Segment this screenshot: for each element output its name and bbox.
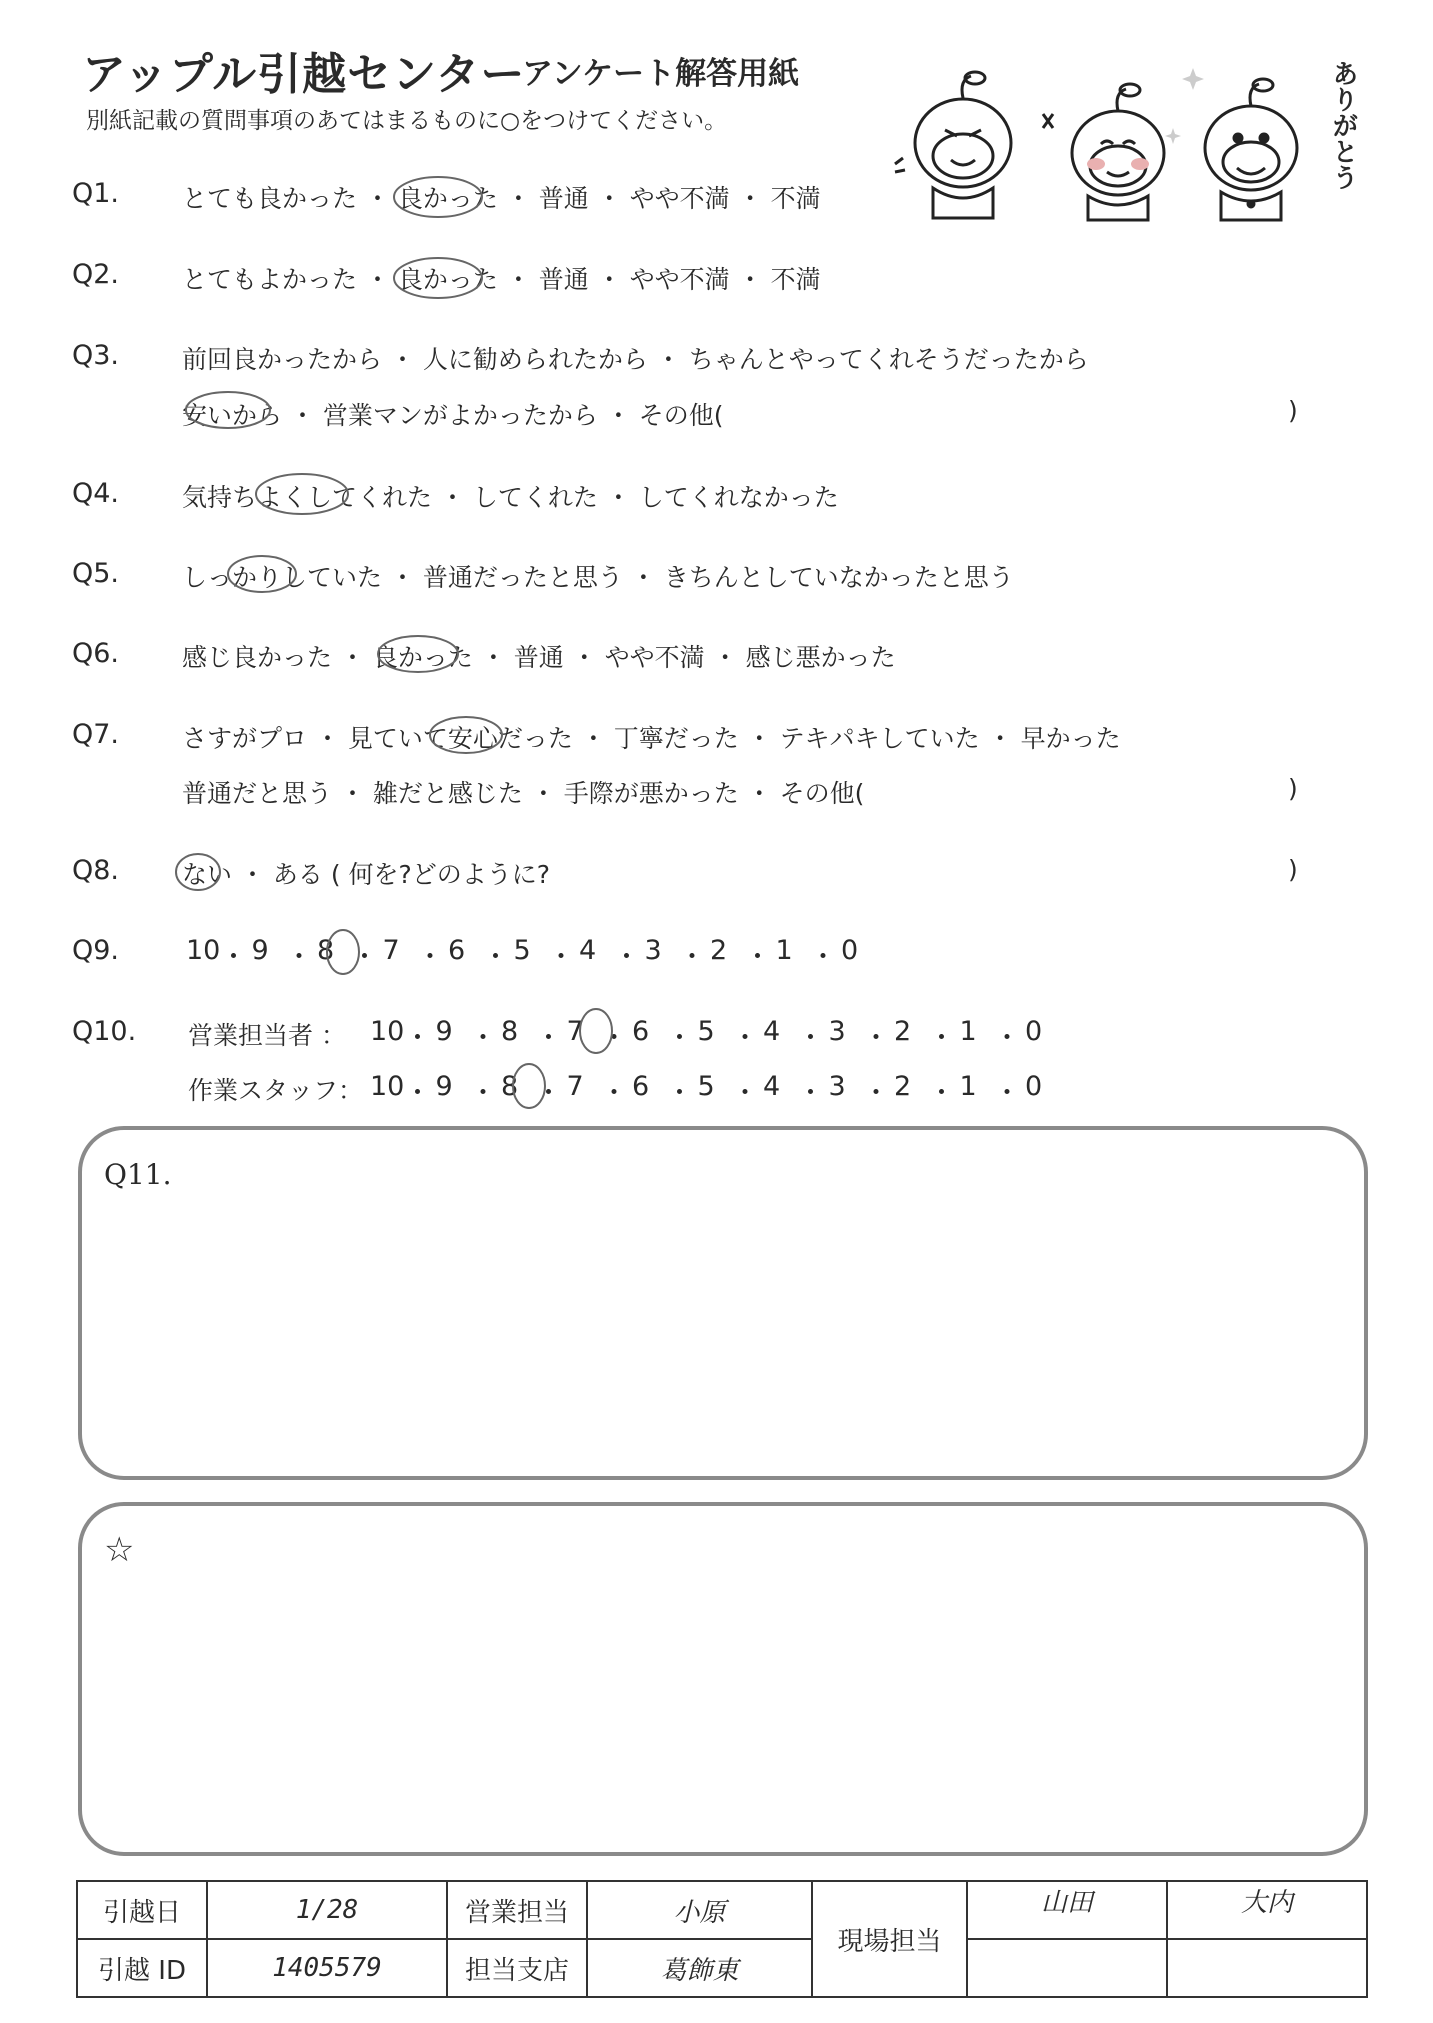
separator-dot: ・ (928, 1078, 956, 1109)
q7-options-line2[interactable]: 普通だと思う ・ 雑だと感じた ・ 手際が悪かった ・ その他( (182, 779, 865, 808)
separator-dot: ・ (469, 1023, 497, 1054)
q10-label: Q10. (72, 1016, 137, 1047)
separator-dot: ・ (862, 1078, 890, 1109)
q6-label: Q6. (72, 638, 120, 669)
q2-options[interactable]: とてもよかった ・ 良かった ・ 普通 ・ やや不満 ・ 不満 (182, 265, 821, 294)
separator-dot: ・ (482, 942, 510, 973)
site-rep-value-1[interactable]: 山田 (967, 1881, 1167, 1939)
q10-staff-option[interactable]: 9 (435, 1071, 453, 1102)
q10-staff-option[interactable]: 10 (370, 1071, 405, 1102)
move-id-value[interactable]: 1405579 (207, 1939, 447, 1997)
separator-dot: ・ (993, 1023, 1021, 1054)
q3-mark (186, 392, 270, 428)
separator-dot: ・ (535, 1023, 563, 1054)
q10-staff-label: 作業スタッフ： (188, 1076, 364, 1105)
separator-dot: ・ (613, 942, 641, 973)
footer-info-table (76, 1880, 1368, 1998)
q5-label: Q5. (72, 558, 120, 589)
form-title: アップル引越センター (82, 49, 526, 100)
separator-dot: ・ (797, 1078, 825, 1109)
q10-sales-option[interactable]: 3 (828, 1016, 846, 1047)
q10-sales-option[interactable]: 1 (959, 1016, 977, 1047)
q10-staff-mark (513, 1064, 545, 1108)
q9-option[interactable]: 8 (317, 935, 335, 966)
q4-options[interactable]: 気持ちよくしてくれた ・ してくれた ・ してくれなかった (182, 483, 839, 512)
q11-comment-box[interactable] (78, 1126, 1368, 1480)
move-date-label: 引越日 (77, 1881, 207, 1939)
site-rep-empty-cell-2[interactable] (1167, 1939, 1367, 1997)
separator-dot: ・ (809, 942, 837, 973)
separator-dot: ・ (666, 1023, 694, 1054)
q1-label: Q1. (72, 178, 120, 209)
q9-option[interactable]: 10 (186, 935, 221, 966)
q10-staff-option[interactable]: 8 (501, 1071, 519, 1102)
move-id-label: 引越 ID (77, 1939, 207, 1997)
q6-mark (378, 636, 458, 672)
q4-label: Q4. (72, 478, 120, 509)
star-comment-box[interactable] (78, 1502, 1368, 1856)
q10-staff-option[interactable]: 5 (697, 1071, 715, 1102)
separator-dot: ・ (220, 942, 248, 973)
q3-paren-close: ) (1288, 396, 1298, 425)
separator-dot: ・ (404, 1078, 432, 1109)
site-rep-value-2[interactable]: 大内 (1167, 1881, 1367, 1939)
q4-mark (256, 474, 348, 514)
q11-box-label: Q11. (104, 1158, 172, 1191)
q9-option[interactable]: 0 (841, 935, 859, 966)
form-instruction: 別紙記載の質問事項のあてはまるものに○をつけてください。 (86, 108, 728, 134)
q8-label: Q8. (72, 855, 120, 886)
q8-options[interactable]: ない ・ ある ( 何を?どのように? (182, 860, 551, 889)
q10-staff-option[interactable]: 6 (632, 1071, 650, 1102)
separator-dot: ・ (993, 1078, 1021, 1109)
separator-dot: ・ (862, 1023, 890, 1054)
q10-sales-option[interactable]: 4 (763, 1016, 781, 1047)
q1-options[interactable]: とても良かった ・ 良かった ・ 普通 ・ やや不満 ・ 不満 (182, 184, 821, 213)
q10-staff-option[interactable]: 2 (894, 1071, 912, 1102)
q9-option[interactable]: 7 (382, 935, 400, 966)
separator-dot: ・ (547, 942, 575, 973)
q9-option[interactable]: 6 (448, 935, 466, 966)
q6-options[interactable]: 感じ良かった ・ 良かった ・ 普通 ・ やや不満 ・ 感じ悪かった (182, 643, 896, 672)
separator-dot: ・ (600, 1023, 628, 1054)
separator-dot: ・ (285, 942, 313, 973)
site-rep-empty-cell-1[interactable] (967, 1939, 1167, 1997)
separator-dot: ・ (744, 942, 772, 973)
q10-staff-option[interactable]: 4 (763, 1071, 781, 1102)
q10-sales-option[interactable]: 5 (697, 1016, 715, 1047)
q8-paren-close: ) (1288, 855, 1298, 884)
form-subtitle: アンケート解答用紙 (522, 56, 800, 92)
q10-sales-option[interactable]: 10 (370, 1016, 405, 1047)
q10-staff-option[interactable]: 1 (959, 1071, 977, 1102)
separator-dot: ・ (678, 942, 706, 973)
branch-label: 担当支店 (447, 1939, 587, 1997)
mascot-caption: ありがとう (1328, 60, 1358, 190)
q9-label: Q9. (72, 935, 120, 966)
separator-dot: ・ (416, 942, 444, 973)
q7-options-line1[interactable]: さすがプロ ・ 見ていて安心だった ・ 丁寧だった ・ テキパキしていた ・ 早かった (182, 724, 1121, 753)
separator-dot: ・ (535, 1078, 563, 1109)
q1-mark (394, 177, 482, 217)
q10-staff-option[interactable]: 7 (566, 1071, 584, 1102)
separator-dot: ・ (600, 1078, 628, 1109)
q7-label: Q7. (72, 719, 120, 750)
separator-dot: ・ (731, 1023, 759, 1054)
q9-option[interactable]: 2 (710, 935, 728, 966)
q10-sales-option[interactable]: 2 (894, 1016, 912, 1047)
sales-rep-value[interactable]: 小原 (587, 1881, 812, 1939)
q10-sales-option[interactable]: 7 (566, 1016, 584, 1047)
q9-option[interactable]: 4 (579, 935, 597, 966)
move-date-value[interactable]: 1/28 (207, 1881, 447, 1939)
site-rep-label: 現場担当 (812, 1881, 967, 1997)
separator-dot: ・ (797, 1023, 825, 1054)
sales-rep-label: 営業担当 (447, 1881, 587, 1939)
q7-paren-close: ) (1288, 774, 1298, 803)
q3-options-line1[interactable]: 前回良かったから ・ 人に勧められたから ・ ちゃんとやってくれそうだったから (182, 345, 1089, 374)
separator-dot: ・ (404, 1023, 432, 1054)
q8-mark (176, 854, 220, 890)
q2-mark (394, 258, 482, 298)
q10-sales-label: 営業担当者 ： (188, 1021, 346, 1050)
q9-option[interactable]: 3 (644, 935, 662, 966)
separator-dot: ・ (928, 1023, 956, 1054)
separator-dot: ・ (351, 942, 379, 973)
q10-sales-option[interactable]: 0 (1025, 1016, 1043, 1047)
q5-options[interactable]: しっかりしていた ・ 普通だったと思う ・ きちんとしていなかったと思う (182, 563, 1014, 592)
q3-label: Q3. (72, 340, 120, 371)
q10-sales-option[interactable]: 8 (501, 1016, 519, 1047)
q10-staff-option[interactable]: 3 (828, 1071, 846, 1102)
star-box-label: ☆ (104, 1530, 135, 1570)
q9-option[interactable]: 9 (251, 935, 269, 966)
q10-sales-option[interactable]: 6 (632, 1016, 650, 1047)
separator-dot: ・ (731, 1078, 759, 1109)
q5-mark (228, 556, 296, 592)
q3-options-line2[interactable]: 安いから ・ 営業マンがよかったから ・ その他( (182, 401, 724, 430)
q9-option[interactable]: 1 (775, 935, 793, 966)
branch-value[interactable]: 葛飾東 (587, 1939, 812, 1997)
separator-dot: ・ (469, 1078, 497, 1109)
separator-dot: ・ (666, 1078, 694, 1109)
q9-option[interactable]: 5 (513, 935, 531, 966)
q2-label: Q2. (72, 259, 120, 290)
q10-sales-option[interactable]: 9 (435, 1016, 453, 1047)
q10-staff-option[interactable]: 0 (1025, 1071, 1043, 1102)
q9-mark (327, 930, 359, 974)
q10-sales-mark (580, 1009, 612, 1053)
q7-mark (430, 717, 502, 753)
